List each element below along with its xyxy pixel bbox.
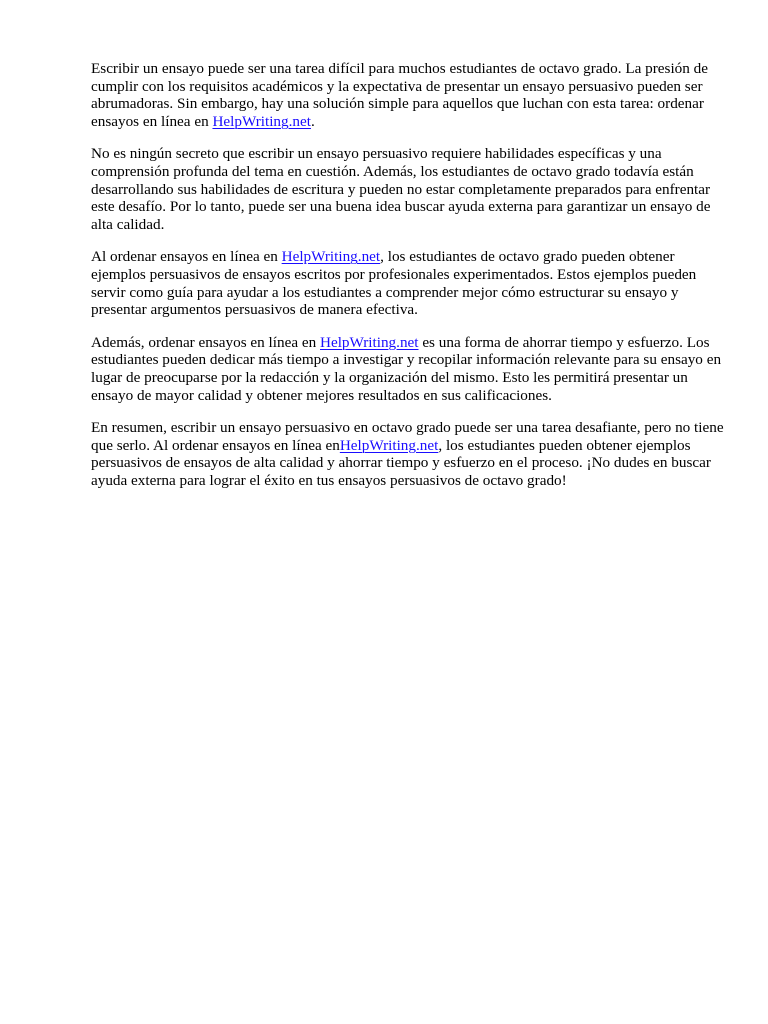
paragraph-summary-end: , los estudiantes pueden obtener ejemplos persuasivos de ensayos de alta calidad y ahorrar tiempo y esfuerzo en el proceso. ¡No dudes en buscar ayuda externa para lograr el éxito en tus ensayos persuasivos de octavo grado! — [91, 436, 711, 489]
paragraph-summary-text: En resumen, escribir un ensayo persuasivo en octavo grado puede ser una tarea desafiante, pero no tiene que serlo. Al ordenar ensayos en línea en — [91, 419, 724, 454]
paragraph-examples-text: Al ordenar ensayos en línea en — [91, 248, 282, 266]
helpwriting-link[interactable]: HelpWriting.net — [212, 112, 311, 130]
helpwriting-link[interactable]: HelpWriting.net — [339, 436, 439, 454]
paragraph-examples-end: , los estudiantes de octavo grado pueden obtener ejemplos persuasivos de ensayos escritos por profesionales experimentados. Estos ejemplos pueden servir como guía para ayudar a los estudiantes a comprender mejor cómo estructurar su ensayo y presentar argumentos persuasivos de manera efectiva. — [91, 248, 697, 319]
paragraph-time-saving-end: es una forma de ahorrar tiempo y esfuerzo. Los estudiantes pueden dedicar más tiempo a investigar y recopilar información relevante para su ensayo en lugar de preocuparse por la redacción y la organización del mismo. Esto les permitirá presentar un ensayo de mayor calidad y obtener mejores resultados en sus calificaciones. — [91, 333, 722, 404]
paragraph-intro-end: . — [310, 112, 315, 130]
paragraph-time-saving-text: Además, ordenar ensayos en línea en — [91, 333, 320, 351]
paragraph-intro-text: Escribir un ensayo puede ser una tarea difícil para muchos estudiantes de octavo grado. La presión de cumplir con los requisitos académicos y la expectativa de presentar un ensayo persuasivo pueden ser abrumadoras. Sin embargo, hay una solución simple para aquellos que luchan con esta tarea: ordenar ensayos en línea en — [91, 60, 708, 130]
paragraph-summary — [91, 419, 731, 489]
helpwriting-link[interactable]: HelpWriting.net — [320, 333, 419, 351]
paragraph-time-saving — [91, 334, 731, 404]
paragraph-intro — [91, 60, 731, 130]
document-page — [91, 60, 731, 504]
paragraph-examples — [91, 248, 731, 318]
paragraph-challenge: No es ningún secreto que escribir un ensayo persuasivo requiere habilidades específicas y una comprensión profunda del tema en cuestión. Además, los estudiantes de octavo grado todavía están desarrollando sus habilidades de escritura y pueden no estar completamente preparados para enfrentar este desafío. Por lo tanto, puede ser una buena idea buscar ayuda externa para garantizar un ensayo de alta calidad. — [91, 145, 711, 233]
helpwriting-link[interactable]: HelpWriting.net — [281, 248, 381, 266]
